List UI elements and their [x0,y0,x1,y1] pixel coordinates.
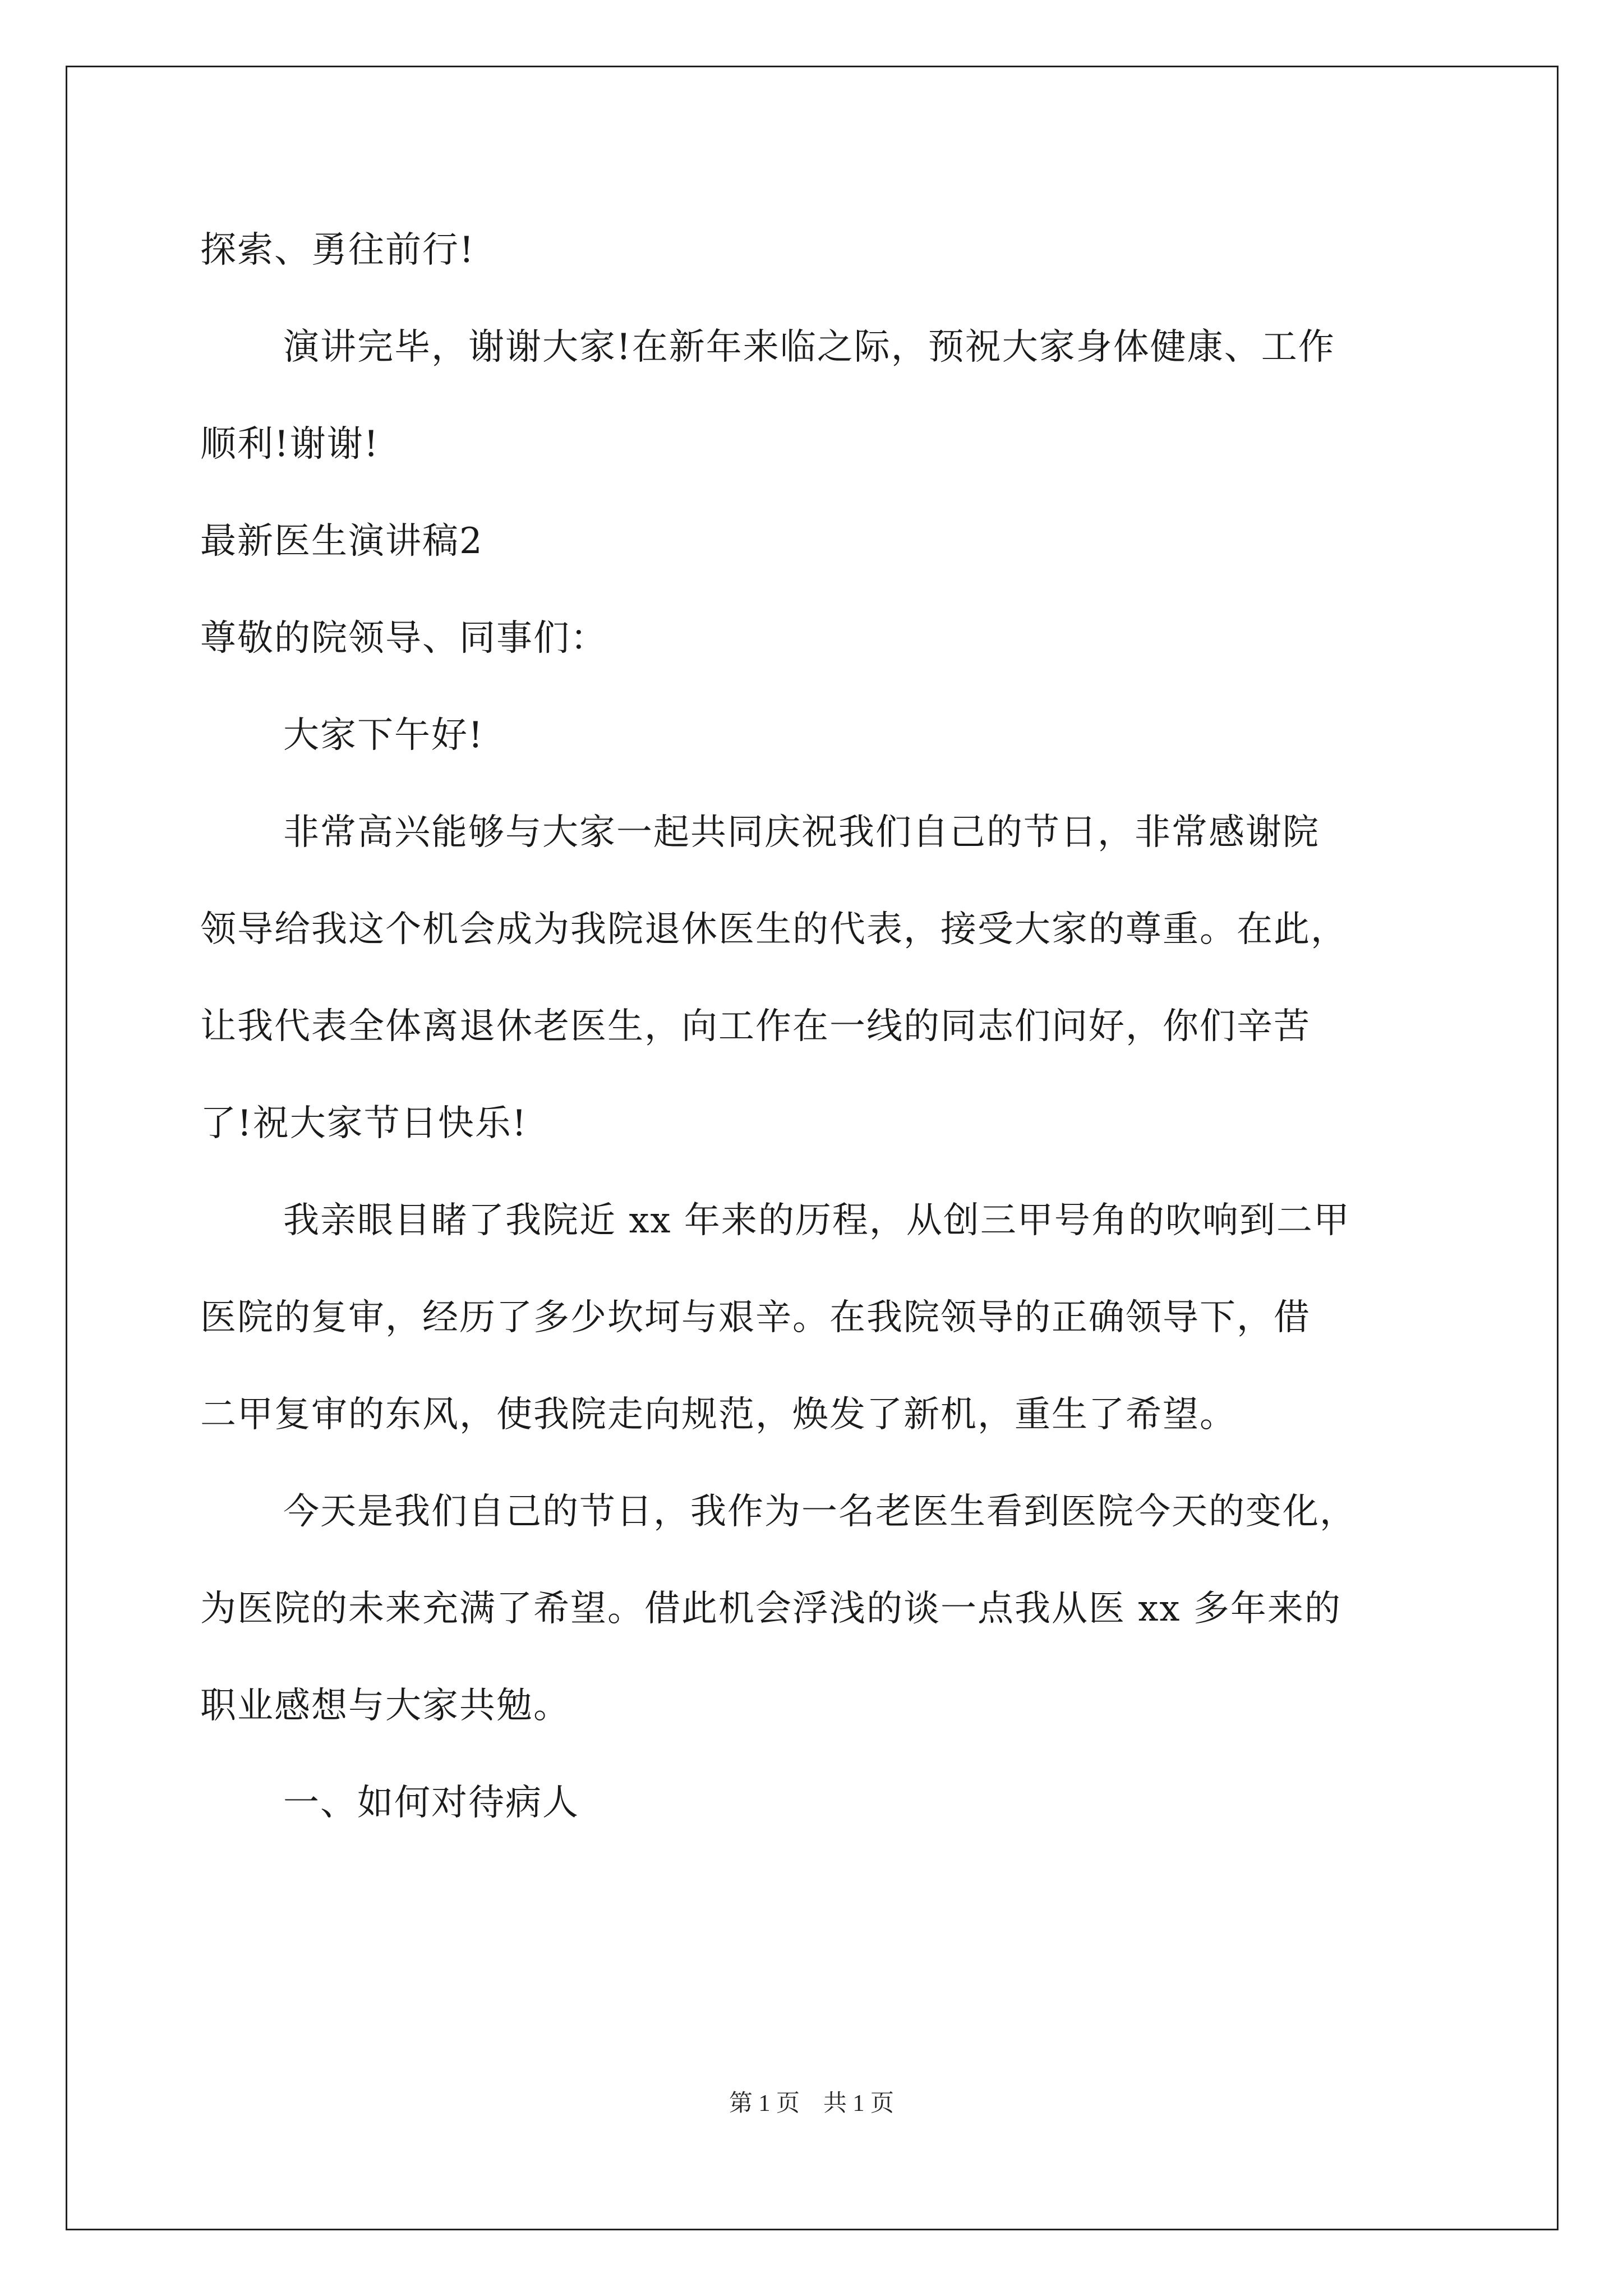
text-line: 了!祝大家节日快乐! [200,1103,528,1144]
text-line: 为医院的未来充满了希望。借此机会浮浅的谈一点我从医 xx 多年来的 [200,1588,1341,1630]
salutation: 尊敬的院领导、同事们： [200,618,607,659]
text-line: 领导给我这个机会成为我院退休医生的代表，接受大家的尊重。在此， [200,909,1348,950]
text-line: 探索、勇往前行! [200,229,475,271]
text-line: 演讲完毕，谢谢大家!在新年来临之际，预祝大家身体健康、工作 [283,326,1335,368]
text-line: 我亲眼目睹了我院近 xx 年来的历程，从创三甲号角的吹响到二甲 [283,1200,1350,1241]
document-body [200,202,1440,1852]
text-line: 让我代表全体离退休老医生，向工作在一线的同志们问好，你们辛苦 [200,1006,1311,1047]
section-heading: 最新医生演讲稿2 [200,521,483,562]
text-line: 大家下午好! [283,715,484,756]
text-line: 今天是我们自己的节日，我作为一名老医生看到医院今天的变化， [283,1491,1357,1533]
page-footer: 第 1 页 共 1 页 [728,2091,894,2116]
text-line: 二甲复审的东风，使我院走向规范，焕发了新机，重生了希望。 [200,1394,1237,1435]
text-line: 顺利!谢谢! [200,424,380,465]
subheading: 一、如何对待病人 [283,1782,579,1824]
text-line: 医院的复审，经历了多少坎坷与艰辛。在我院领导的正确领导下，借 [200,1297,1311,1338]
text-line: 职业感想与大家共勉。 [200,1685,570,1727]
text-line: 非常高兴能够与大家一起共同庆祝我们自己的节日，非常感谢院 [283,812,1320,853]
